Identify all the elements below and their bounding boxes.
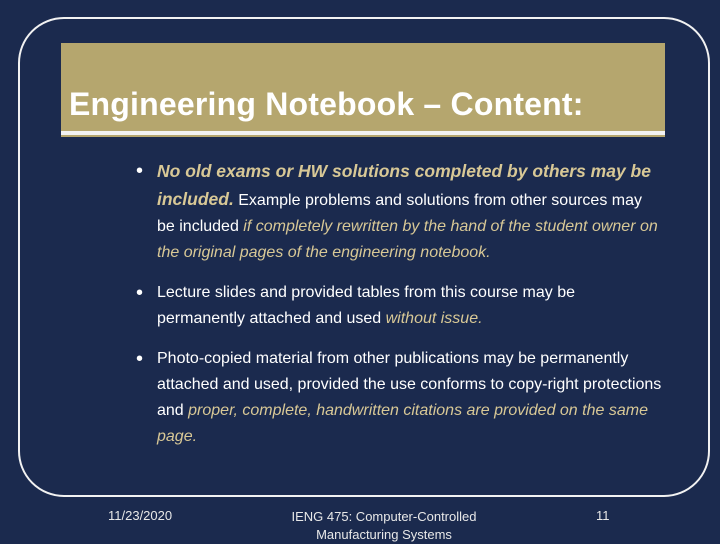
slide-title: Engineering Notebook – Content: bbox=[69, 86, 584, 122]
bullet-item-2 bbox=[134, 280, 664, 332]
footer-course: IENG 475: Computer-Controlled Manufacturing Systems bbox=[291, 509, 477, 542]
bullet-text: Lecture slides and provided tables from this course may be permanently attached and used bbox=[157, 284, 575, 327]
title-divider bbox=[61, 131, 665, 135]
bullet-list bbox=[134, 158, 664, 464]
bullet-emphasis: if completely rewritten by the hand of the student owner on the original pages of the engineering notebook. bbox=[157, 218, 658, 261]
bullet-icon: • bbox=[136, 160, 144, 182]
bullet-emphasis: without issue. bbox=[385, 310, 483, 327]
bullet-item-3 bbox=[134, 346, 664, 450]
footer-date: 11/23/2020 bbox=[108, 508, 173, 523]
bullet-text: Example problems and solutions from other sources may be included bbox=[157, 192, 642, 235]
footer-page-number: 11 bbox=[596, 508, 610, 523]
bullet-icon: • bbox=[136, 282, 144, 304]
bullet-icon: • bbox=[136, 348, 144, 370]
bullet-item-1 bbox=[134, 158, 664, 266]
bullet-emphasis: proper, complete, handwritten citations are provided on the same page. bbox=[157, 402, 648, 445]
bullet-lead: No old exams or HW solutions completed by others may be included. bbox=[157, 161, 651, 209]
bullet-text: Photo-copied material from other publications may be permanently attached and used, provided the use conforms to copy-right protections and bbox=[157, 350, 662, 419]
